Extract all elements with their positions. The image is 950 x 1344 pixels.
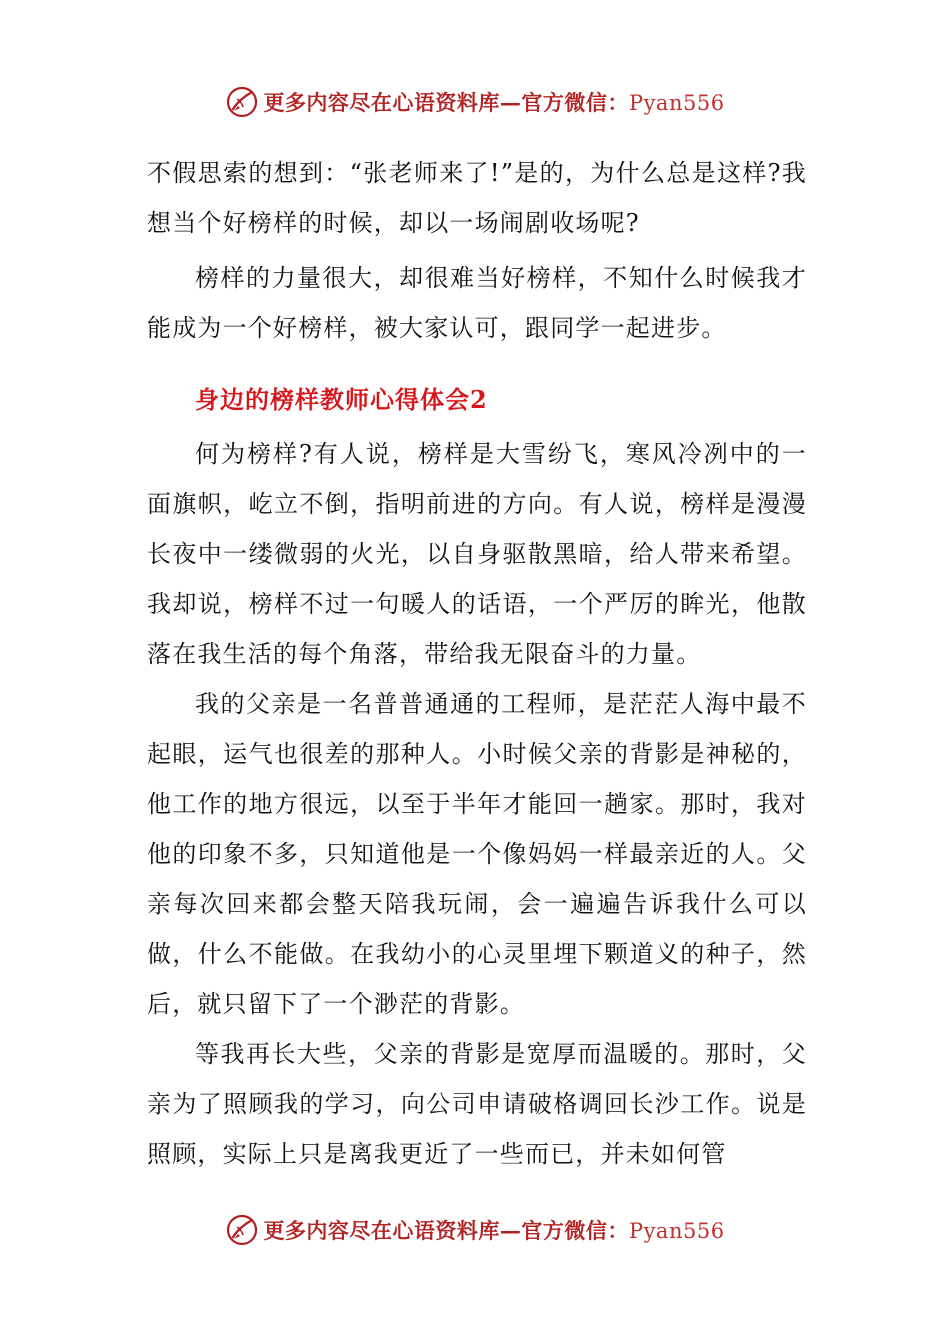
header-banner: [0, 82, 950, 122]
header-wechat-id: Pyan556: [628, 91, 725, 115]
paragraph-1: 不假思索的想到：“张老师来了!”是的，为什么总是这样?我想当个好榜样的时候，却以一场闹剧收场呢?: [147, 159, 807, 237]
footer-banner-label: 更多内容尽在心语资料库—官方微信：: [263, 1218, 629, 1243]
paragraph-4: 我的父亲是一名普普通通的工程师，是茫茫人海中最不起眼，运气也很差的那种人。小时候父亲的背影是神秘的，他工作的地方很远，以至于半年才能回一趟家。那时，我对他的印象不多，只知道他是一个像妈妈一样最亲近的人。父亲每次回来都会整天陪我玩闹，会一遍遍告诉我什么可以做，什么不能做。在我幼小的心灵里埋下颗道义的种子，然后，就只留下了一个渺茫的背影。: [147, 690, 807, 1018]
document-body: [147, 148, 807, 1179]
footer-banner: [0, 1210, 950, 1250]
paragraph-5: 等我再长大些，父亲的背影是宽厚而温暖的。那时，父亲为了照顾我的学习，向公司申请破格调回长沙工作。说是照顾，实际上只是离我更近了一些而已，并未如何管: [147, 1040, 807, 1168]
header-banner-label: 更多内容尽在心语资料库—官方微信：: [263, 90, 629, 115]
header-banner-text: [263, 87, 724, 117]
paragraph-2: 榜样的力量很大，却很难当好榜样，不知什么时候我才能成为一个好榜样，被大家认可，跟同学一起进步。: [147, 264, 807, 342]
pen-logo-icon: [225, 1213, 259, 1247]
footer-wechat-id: Pyan556: [628, 1219, 725, 1243]
paragraph-3: 何为榜样?有人说，榜样是大雪纷飞，寒风冷冽中的一面旗帜，屹立不倒，指明前进的方向。有人说，榜样是漫漫长夜中一缕微弱的火光，以自身驱散黑暗，给人带来希望。我却说，榜样不过一句暖人的话语，一个严厉的眸光，他散落在我生活的每个角落，带给我无限奋斗的力量。: [147, 440, 807, 668]
section-heading: 身边的榜样教师心得体会2: [195, 385, 488, 414]
pen-logo-icon: [225, 85, 259, 119]
footer-banner-text: [263, 1215, 724, 1245]
